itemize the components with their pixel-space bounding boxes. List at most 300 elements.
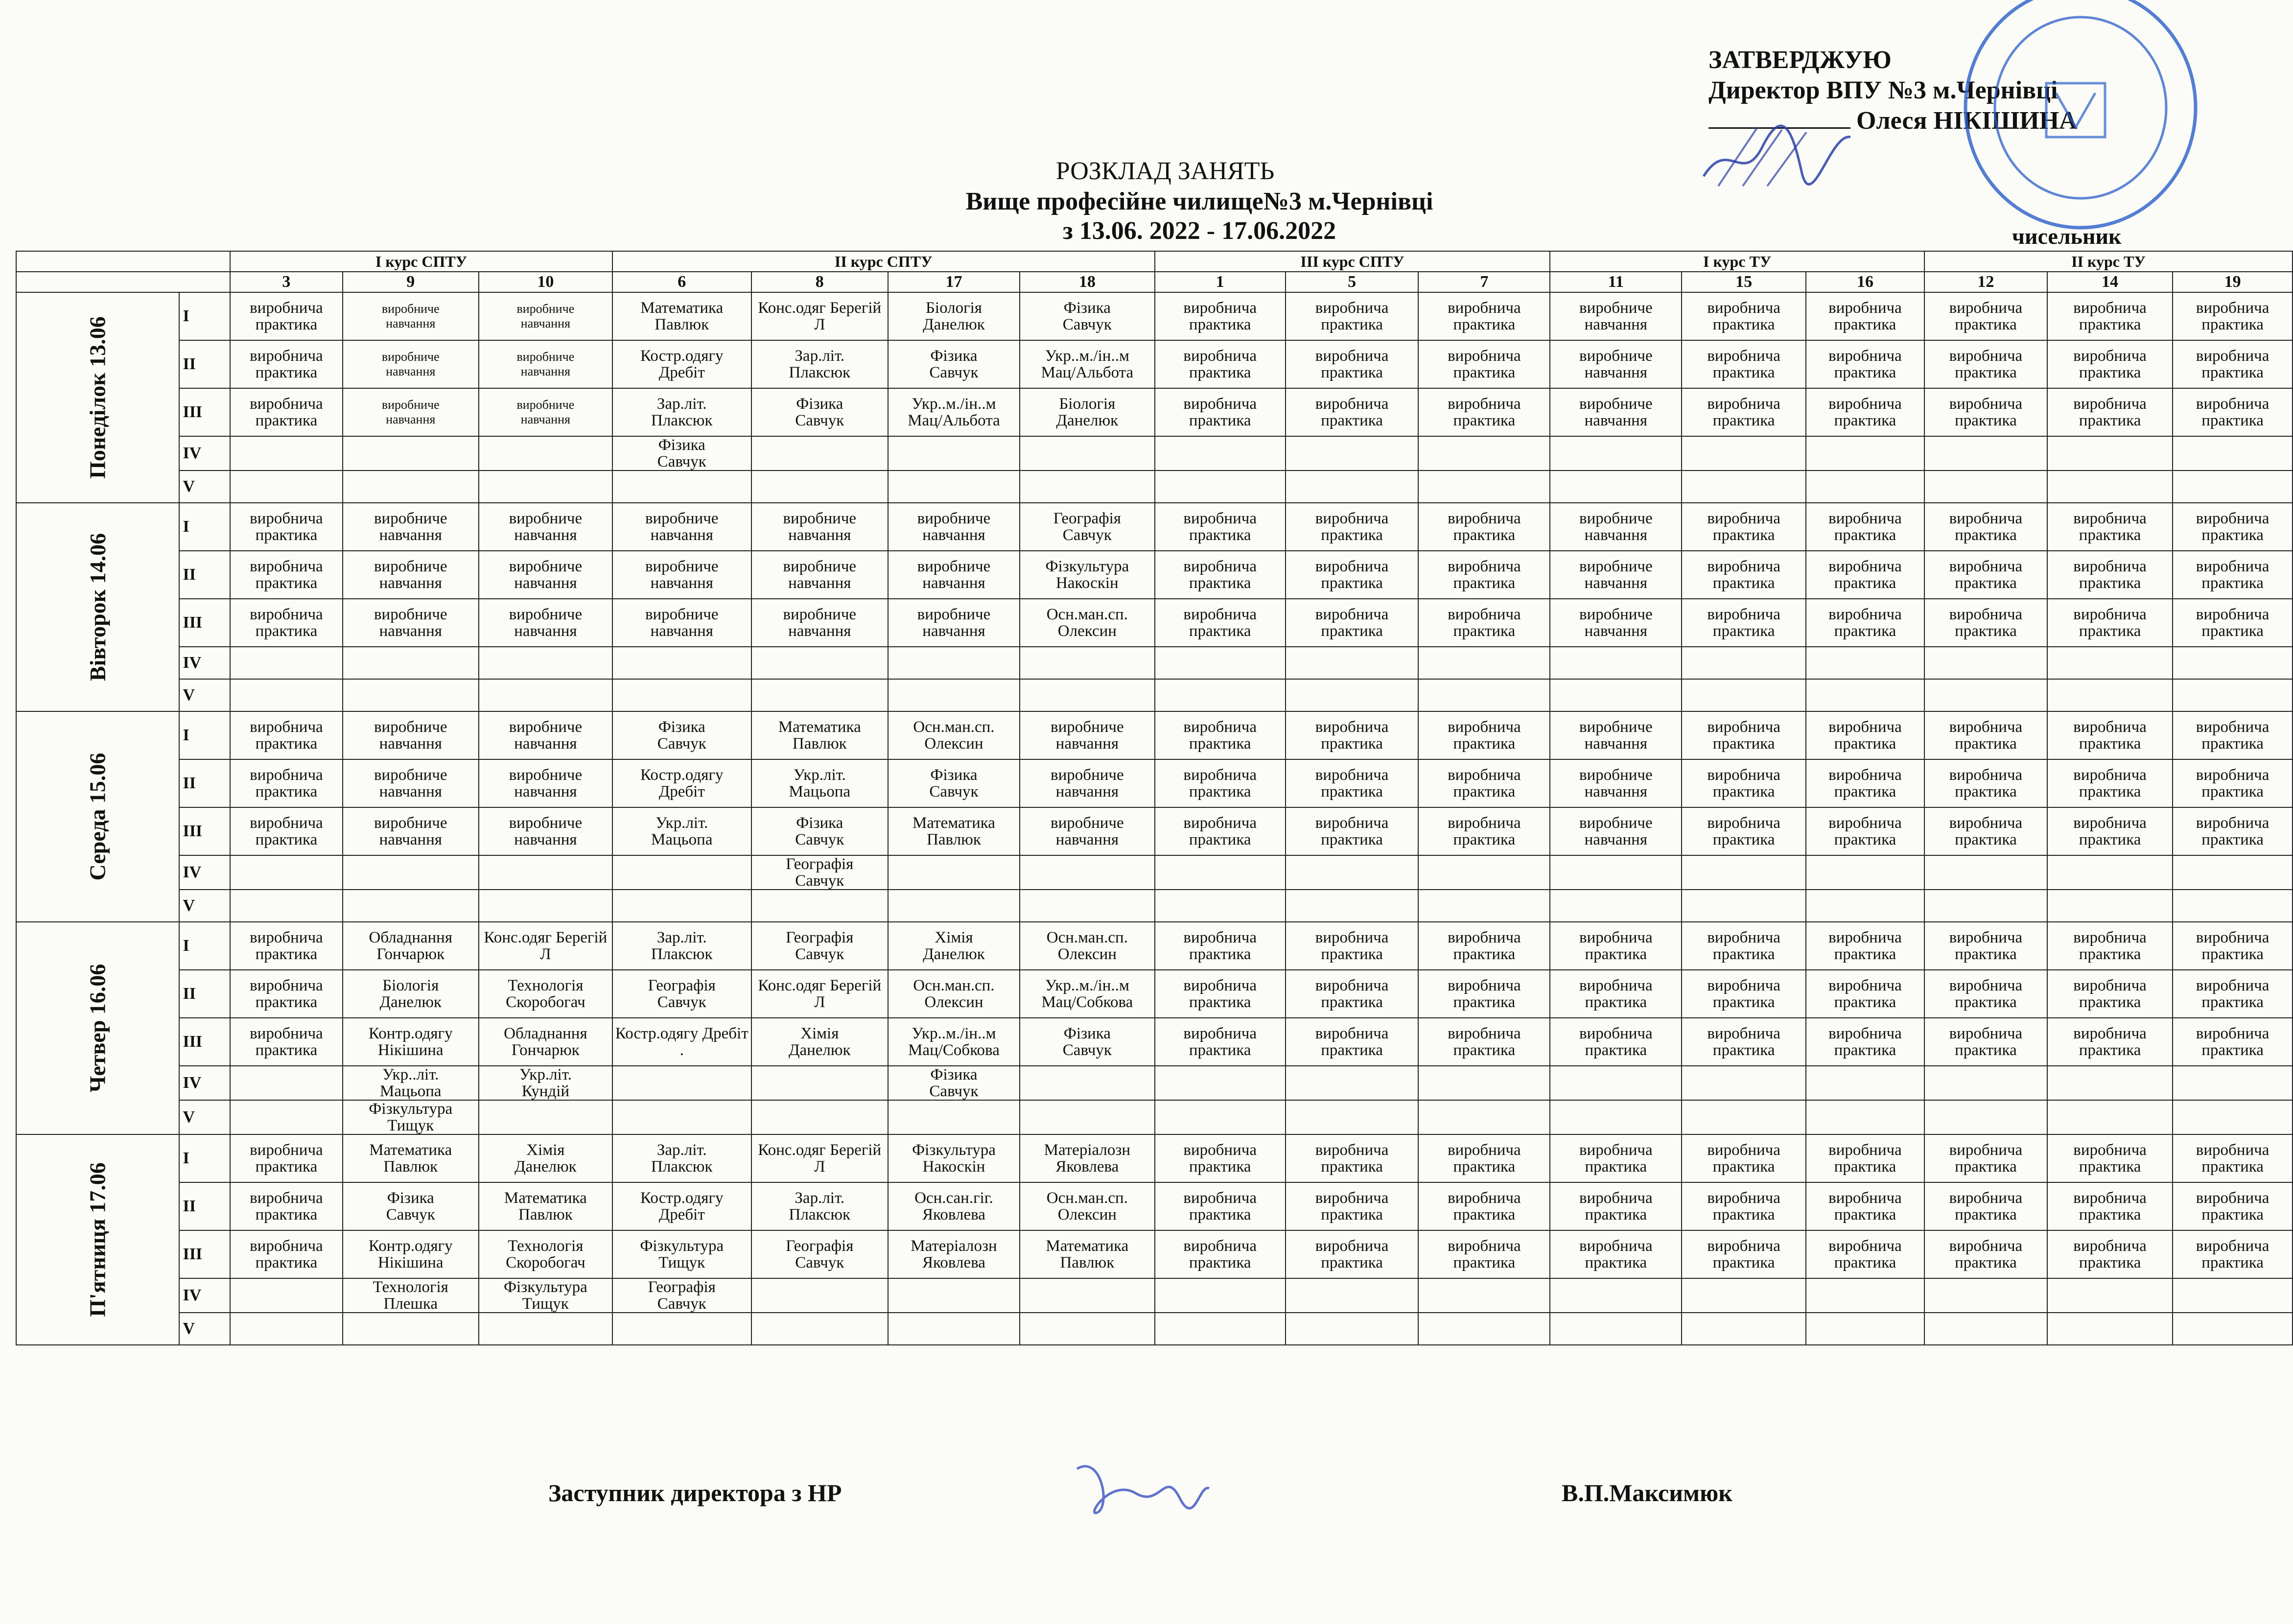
lesson-teacher: практика xyxy=(1453,735,1516,753)
corner-cell xyxy=(16,272,230,292)
lesson-subject: виробнича xyxy=(1315,766,1389,784)
lesson-subject: виробнича xyxy=(1579,1025,1653,1042)
lesson-teacher: навчання xyxy=(1055,735,1119,753)
lesson-cell xyxy=(343,471,479,503)
lesson-cell xyxy=(230,1018,342,1066)
lesson-teacher: Кундій xyxy=(521,1083,570,1100)
lesson-cell xyxy=(1924,292,2047,340)
lesson-cell xyxy=(479,503,612,551)
lesson-cell xyxy=(1020,679,1155,711)
lesson-teacher: практика xyxy=(2079,412,2141,429)
lesson-cell xyxy=(1806,1182,1924,1230)
lesson-teacher: практика xyxy=(2201,993,2264,1011)
lesson-subject: виробнича xyxy=(1707,718,1780,736)
lesson-cell xyxy=(1418,1182,1550,1230)
lesson-cell xyxy=(230,807,342,855)
lesson-subject: виробнича xyxy=(1828,1189,1902,1207)
lesson-cell xyxy=(751,679,888,711)
lesson-teacher: практика xyxy=(2079,945,2141,963)
lesson-cell xyxy=(1020,711,1155,759)
lesson-cell xyxy=(1682,679,1806,711)
lesson-cell xyxy=(2047,807,2173,855)
lesson-subject: виробнича xyxy=(1448,347,1521,365)
lesson-subject: виробнича xyxy=(1183,1025,1257,1042)
lesson-cell xyxy=(1924,1182,2047,1230)
lesson-cell xyxy=(1550,1066,1682,1100)
lesson-cell xyxy=(343,855,479,890)
lesson-subject: виробнича xyxy=(2073,1189,2147,1207)
lesson-number: II xyxy=(179,970,230,1018)
lesson-teacher: навчання xyxy=(650,526,713,544)
date-range: з 13.06. 2022 - 17.06.2022 xyxy=(1062,217,1336,245)
lesson-teacher: практика xyxy=(255,735,318,753)
lesson-row xyxy=(16,551,2293,599)
lesson-teacher: практика xyxy=(2201,831,2264,848)
lesson-cell xyxy=(2047,503,2173,551)
lesson-cell xyxy=(2173,471,2293,503)
lesson-subject: виробнича xyxy=(2196,977,2270,994)
lesson-teacher: навчання xyxy=(386,316,436,330)
lesson-cell xyxy=(1286,1066,1419,1100)
lesson-subject: Фізкультура xyxy=(369,1100,453,1118)
lesson-subject: виробнича xyxy=(2073,1237,2147,1255)
lesson-subject: виробнича xyxy=(1448,1141,1521,1159)
lesson-row xyxy=(16,1182,2293,1230)
lesson-cell xyxy=(1682,599,1806,647)
lesson-subject: виробнича xyxy=(1315,929,1389,946)
lesson-teacher: практика xyxy=(2201,364,2264,381)
lesson-teacher: практика xyxy=(1453,993,1516,1011)
lesson-cell xyxy=(1155,1230,1286,1278)
lesson-teacher: практика xyxy=(2079,783,2141,800)
group-number: 7 xyxy=(1418,272,1550,292)
lesson-cell xyxy=(1924,1018,2047,1066)
lesson-subject: Укр..м./ін..м xyxy=(912,1025,996,1042)
lesson-cell xyxy=(888,503,1020,551)
lesson-teacher: практика xyxy=(2201,622,2264,640)
lesson-cell xyxy=(1682,807,1806,855)
lesson-cell xyxy=(1286,759,1419,807)
lesson-cell xyxy=(2047,1230,2173,1278)
course-group-header: ІІІ курс СПТУ xyxy=(1155,251,1550,272)
lesson-subject: виробнича xyxy=(250,929,323,946)
lesson-cell xyxy=(888,855,1020,890)
lesson-cell xyxy=(751,388,888,436)
lesson-teacher: навчання xyxy=(788,622,851,640)
lesson-teacher: практика xyxy=(2079,574,2141,592)
lesson-cell xyxy=(343,970,479,1018)
lesson-cell xyxy=(1806,471,1924,503)
lesson-cell xyxy=(2173,1230,2293,1278)
lesson-teacher: практика xyxy=(255,574,318,592)
lesson-cell xyxy=(1550,1230,1682,1278)
lesson-subject: виробниче xyxy=(381,350,440,364)
lesson-cell xyxy=(1806,1278,1924,1313)
lesson-teacher: практика xyxy=(1453,1041,1516,1059)
lesson-teacher: Данелюк xyxy=(379,993,442,1011)
lesson-subject: виробнича xyxy=(1828,977,1902,994)
lesson-cell xyxy=(479,436,612,471)
lesson-cell xyxy=(230,599,342,647)
lesson-cell xyxy=(1020,551,1155,599)
lesson-subject: виробнича xyxy=(1315,1237,1389,1255)
lesson-cell xyxy=(1418,922,1550,970)
lesson-teacher: навчання xyxy=(520,412,570,426)
lesson-cell xyxy=(1806,1018,1924,1066)
lesson-cell xyxy=(1155,292,1286,340)
lesson-teacher: навчання xyxy=(922,526,985,544)
lesson-cell xyxy=(2173,855,2293,890)
lesson-cell xyxy=(1806,340,1924,388)
lesson-subject: виробниче xyxy=(381,398,440,412)
lesson-cell xyxy=(612,1100,751,1134)
lesson-cell xyxy=(2173,647,2293,679)
lesson-subject: виробнича xyxy=(1828,1237,1902,1255)
lesson-cell xyxy=(1155,340,1286,388)
lesson-cell xyxy=(479,1313,612,1345)
lesson-cell xyxy=(1020,503,1155,551)
lesson-subject: виробнича xyxy=(1707,814,1780,832)
lesson-cell xyxy=(479,1134,612,1182)
lesson-cell xyxy=(888,292,1020,340)
lesson-teacher: практика xyxy=(1955,783,2017,800)
day-label xyxy=(16,292,179,503)
lesson-teacher: практика xyxy=(1453,1254,1516,1271)
lesson-cell xyxy=(1286,340,1419,388)
lesson-cell xyxy=(343,1278,479,1313)
lesson-subject: Укр.літ. xyxy=(519,1066,572,1083)
lesson-teacher: практика xyxy=(1955,364,2017,381)
lesson-teacher: практика xyxy=(1712,945,1775,963)
lesson-teacher: навчання xyxy=(1584,831,1648,848)
lesson-cell xyxy=(1020,807,1155,855)
lesson-teacher: Скоробогач xyxy=(506,993,585,1011)
lesson-subject: виробнича xyxy=(1949,299,2023,317)
lesson-subject: виробнича xyxy=(1448,606,1521,623)
lesson-cell xyxy=(1286,855,1419,890)
lesson-subject: виробнича xyxy=(2073,558,2147,575)
lesson-subject: виробнича xyxy=(1183,558,1257,575)
lesson-subject: виробнича xyxy=(1949,1189,2023,1207)
lesson-cell xyxy=(1806,922,1924,970)
lesson-cell xyxy=(2047,551,2173,599)
lesson-subject: Костр.одягу xyxy=(640,766,724,784)
lesson-teacher: практика xyxy=(1321,1254,1383,1271)
lesson-cell xyxy=(1550,292,1682,340)
lesson-cell xyxy=(1682,1018,1806,1066)
lesson-subject: виробнича xyxy=(1315,1189,1389,1207)
lesson-teacher: практика xyxy=(2201,945,2264,963)
lesson-subject: Фізкультура xyxy=(503,1278,587,1296)
lesson-teacher: практика xyxy=(1834,735,1896,753)
lesson-cell xyxy=(1286,436,1419,471)
lesson-cell xyxy=(2173,711,2293,759)
lesson-cell xyxy=(1155,1134,1286,1182)
lesson-subject: Костр.одягу Дребіт xyxy=(615,1025,749,1042)
lesson-teacher: навчання xyxy=(1055,783,1119,800)
lesson-teacher: практика xyxy=(255,945,318,963)
lesson-subject: виробнича xyxy=(1707,1025,1780,1042)
lesson-subject: виробнича xyxy=(1315,558,1389,575)
lesson-subject: Костр.одягу xyxy=(640,347,724,365)
lesson-teacher: практика xyxy=(1955,1206,2017,1224)
lesson-teacher: практика xyxy=(1321,526,1383,544)
lesson-cell xyxy=(479,711,612,759)
lesson-cell xyxy=(612,599,751,647)
lesson-subject: виробнича xyxy=(1949,558,2023,575)
lesson-subject: виробнича xyxy=(1949,814,2023,832)
lesson-subject: Осн.ман.сп. xyxy=(1046,606,1128,623)
lesson-cell xyxy=(1924,1230,2047,1278)
lesson-subject: виробнича xyxy=(1448,1237,1521,1255)
lesson-subject: виробнича xyxy=(1949,347,2023,365)
lesson-teacher: Павлюк xyxy=(1060,1254,1115,1271)
lesson-teacher: Л xyxy=(540,945,551,963)
lesson-cell xyxy=(1286,1313,1419,1345)
lesson-subject: Конс.одяг Берегій xyxy=(758,977,882,994)
lesson-cell xyxy=(1682,647,1806,679)
lesson-subject: Конс.одяг Берегій xyxy=(758,299,882,317)
lesson-number: II xyxy=(179,1182,230,1230)
group-number: 10 xyxy=(479,272,612,292)
lesson-subject: виробнича xyxy=(1448,814,1521,832)
lesson-teacher: Павлюк xyxy=(383,1158,438,1176)
lesson-subject: виробнича xyxy=(1828,510,1902,527)
lesson-subject: виробнича xyxy=(1579,1189,1653,1207)
lesson-teacher: Олексин xyxy=(1057,1206,1117,1224)
lesson-teacher: практика xyxy=(255,1254,318,1271)
lesson-cell xyxy=(1418,1066,1550,1100)
lesson-cell xyxy=(2047,340,2173,388)
lesson-cell xyxy=(479,599,612,647)
lesson-cell xyxy=(1550,922,1682,970)
lesson-teacher: практика xyxy=(1585,945,1647,963)
lesson-subject: виробниче xyxy=(516,350,575,364)
lesson-subject: виробнича xyxy=(250,766,323,784)
lesson-teacher: Плешка xyxy=(383,1295,438,1313)
lesson-teacher: практика xyxy=(1834,574,1896,592)
lesson-teacher: Данелюк xyxy=(515,1158,577,1176)
lesson-subject: виробнича xyxy=(2196,510,2270,527)
lesson-cell xyxy=(1682,970,1806,1018)
lesson-subject: виробнича xyxy=(1448,558,1521,575)
lesson-teacher: Олексин xyxy=(924,735,983,753)
lesson-subject: виробниче xyxy=(1579,299,1653,317)
lesson-subject: виробнича xyxy=(1315,1141,1389,1159)
lesson-cell xyxy=(1550,711,1682,759)
lesson-teacher: практика xyxy=(1321,316,1383,333)
lesson-subject: виробнича xyxy=(1183,606,1257,623)
lesson-number: III xyxy=(179,388,230,436)
lesson-row xyxy=(16,711,2293,759)
lesson-cell xyxy=(1020,1018,1155,1066)
lesson-teacher: практика xyxy=(1834,1254,1896,1271)
lesson-subject: виробнича xyxy=(2196,1025,2270,1042)
lesson-cell xyxy=(2173,551,2293,599)
lesson-cell xyxy=(888,471,1020,503)
lesson-subject: виробнича xyxy=(1579,929,1653,946)
lesson-cell xyxy=(230,1066,342,1100)
group-number: 8 xyxy=(751,272,888,292)
lesson-cell xyxy=(1682,436,1806,471)
course-group-header: ІІ курс СПТУ xyxy=(612,251,1155,272)
lesson-subject: Фізика xyxy=(930,347,978,365)
lesson-number: V xyxy=(179,1100,230,1134)
lesson-teacher: практика xyxy=(1585,1041,1647,1059)
lesson-cell xyxy=(479,1230,612,1278)
lesson-teacher: Савчук xyxy=(657,453,706,471)
lesson-cell xyxy=(2047,292,2173,340)
lesson-subject: виробниче xyxy=(374,718,447,736)
lesson-cell xyxy=(1286,388,1419,436)
lesson-cell xyxy=(2173,1134,2293,1182)
lesson-cell xyxy=(343,436,479,471)
group-number: 1 xyxy=(1155,272,1286,292)
lesson-cell xyxy=(1924,1134,2047,1182)
lesson-teacher: Плаксюк xyxy=(789,364,851,381)
lesson-cell xyxy=(751,292,888,340)
lesson-teacher: Савчук xyxy=(657,735,706,753)
lesson-teacher: практика xyxy=(1453,783,1516,800)
lesson-cell xyxy=(612,855,751,890)
lesson-subject: виробнича xyxy=(1707,1189,1780,1207)
lesson-teacher: практика xyxy=(1189,1158,1251,1176)
lesson-cell xyxy=(751,1230,888,1278)
lesson-subject: Географія xyxy=(786,855,854,873)
lesson-subject: виробниче xyxy=(516,302,575,316)
lesson-subject: виробнича xyxy=(250,606,323,623)
lesson-subject: виробнича xyxy=(250,299,323,317)
lesson-cell xyxy=(612,503,751,551)
lesson-cell xyxy=(2173,340,2293,388)
lesson-subject: Укр..м./ін..м xyxy=(1045,347,1129,365)
lesson-teacher: практика xyxy=(1712,1158,1775,1176)
lesson-subject: виробниче xyxy=(374,558,447,575)
lesson-cell xyxy=(1020,970,1155,1018)
lesson-cell xyxy=(2047,1182,2173,1230)
lesson-subject: виробнича xyxy=(1448,1025,1521,1042)
lesson-teacher: навчання xyxy=(514,783,577,800)
lesson-cell xyxy=(1682,1134,1806,1182)
director-signature-icon xyxy=(1699,118,1855,191)
lesson-teacher: навчання xyxy=(1584,364,1648,381)
lesson-cell xyxy=(2047,711,2173,759)
lesson-number: IV xyxy=(179,647,230,679)
lesson-teacher: практика xyxy=(255,831,318,848)
lesson-subject: виробнича xyxy=(1707,299,1780,317)
lesson-teacher: практика xyxy=(1955,1041,2017,1059)
lesson-subject: виробнича xyxy=(2073,299,2147,317)
lesson-cell xyxy=(1682,292,1806,340)
lesson-subject: виробнича xyxy=(1707,510,1780,527)
lesson-row xyxy=(16,1018,2293,1066)
lesson-teacher: практика xyxy=(1321,735,1383,753)
lesson-subject: виробнича xyxy=(1315,395,1389,413)
lesson-teacher: Савчук xyxy=(795,831,844,848)
lesson-cell xyxy=(751,551,888,599)
lesson-teacher: Данелюк xyxy=(923,316,985,333)
lesson-cell xyxy=(751,1066,888,1100)
lesson-teacher: навчання xyxy=(1584,412,1648,429)
lesson-teacher: Мац/Альбота xyxy=(908,412,1000,429)
lesson-teacher: Яковлева xyxy=(922,1206,985,1224)
lesson-cell xyxy=(343,1313,479,1345)
lesson-teacher: практика xyxy=(1712,622,1775,640)
lesson-cell xyxy=(479,855,612,890)
lesson-cell xyxy=(1924,970,2047,1018)
lesson-cell xyxy=(343,551,479,599)
lesson-teacher: навчання xyxy=(650,622,713,640)
lesson-subject: виробнича xyxy=(1448,929,1521,946)
lesson-row xyxy=(16,599,2293,647)
lesson-teacher: Савчук xyxy=(929,1083,979,1100)
lesson-subject: Математика xyxy=(1046,1237,1129,1255)
lesson-cell xyxy=(1155,551,1286,599)
lesson-subject: виробнича xyxy=(1315,718,1389,736)
lesson-cell xyxy=(1924,922,2047,970)
lesson-subject: виробнича xyxy=(1448,510,1521,527)
lesson-cell xyxy=(1418,1230,1550,1278)
lesson-cell xyxy=(1020,599,1155,647)
lesson-teacher: практика xyxy=(255,412,318,429)
lesson-row xyxy=(16,1230,2293,1278)
lesson-cell xyxy=(343,890,479,922)
lesson-subject: Технологія xyxy=(373,1278,448,1296)
lesson-number: I xyxy=(179,922,230,970)
lesson-subject: Фізкультура xyxy=(912,1141,996,1159)
school-name: Вище професійне чилище№3 м.Чернівці xyxy=(965,188,1433,215)
day-label xyxy=(16,922,179,1134)
lesson-subject: Фізика xyxy=(930,1066,978,1083)
lesson-subject: виробнича xyxy=(1707,606,1780,623)
lesson-number: IV xyxy=(179,1278,230,1313)
lesson-teacher: Павлюк xyxy=(792,735,847,753)
lesson-subject: виробнича xyxy=(2073,510,2147,527)
lesson-cell xyxy=(1550,759,1682,807)
lesson-cell xyxy=(1806,647,1924,679)
lesson-cell xyxy=(230,922,342,970)
lesson-cell xyxy=(751,1018,888,1066)
lesson-subject: виробнича xyxy=(1828,299,1902,317)
lesson-teacher: практика xyxy=(2201,526,2264,544)
lesson-cell xyxy=(1806,855,1924,890)
week-type-label: чисельник xyxy=(2012,224,2122,249)
lesson-teacher: практика xyxy=(1585,1158,1647,1176)
lesson-teacher: практика xyxy=(2079,1206,2141,1224)
lesson-teacher: практика xyxy=(1189,735,1251,753)
lesson-cell xyxy=(1550,970,1682,1018)
lesson-cell xyxy=(751,922,888,970)
lesson-cell xyxy=(888,890,1020,922)
lesson-number: V xyxy=(179,890,230,922)
lesson-number: III xyxy=(179,1230,230,1278)
lesson-teacher: Савчук xyxy=(1062,1041,1112,1059)
page-subtitle xyxy=(734,187,1664,246)
lesson-cell xyxy=(888,759,1020,807)
lesson-cell xyxy=(1418,807,1550,855)
lesson-cell xyxy=(1418,340,1550,388)
lesson-teacher: Мац/Собкова xyxy=(1041,993,1133,1011)
lesson-subject: Фізика xyxy=(796,814,843,832)
lesson-cell xyxy=(343,503,479,551)
lesson-subject: Географія xyxy=(648,1278,716,1296)
lesson-cell xyxy=(1020,647,1155,679)
lesson-cell xyxy=(230,759,342,807)
lesson-cell xyxy=(1286,679,1419,711)
lesson-subject: виробнича xyxy=(1949,977,2023,994)
lesson-subject: виробнича xyxy=(1949,395,2023,413)
lesson-cell xyxy=(1155,970,1286,1018)
